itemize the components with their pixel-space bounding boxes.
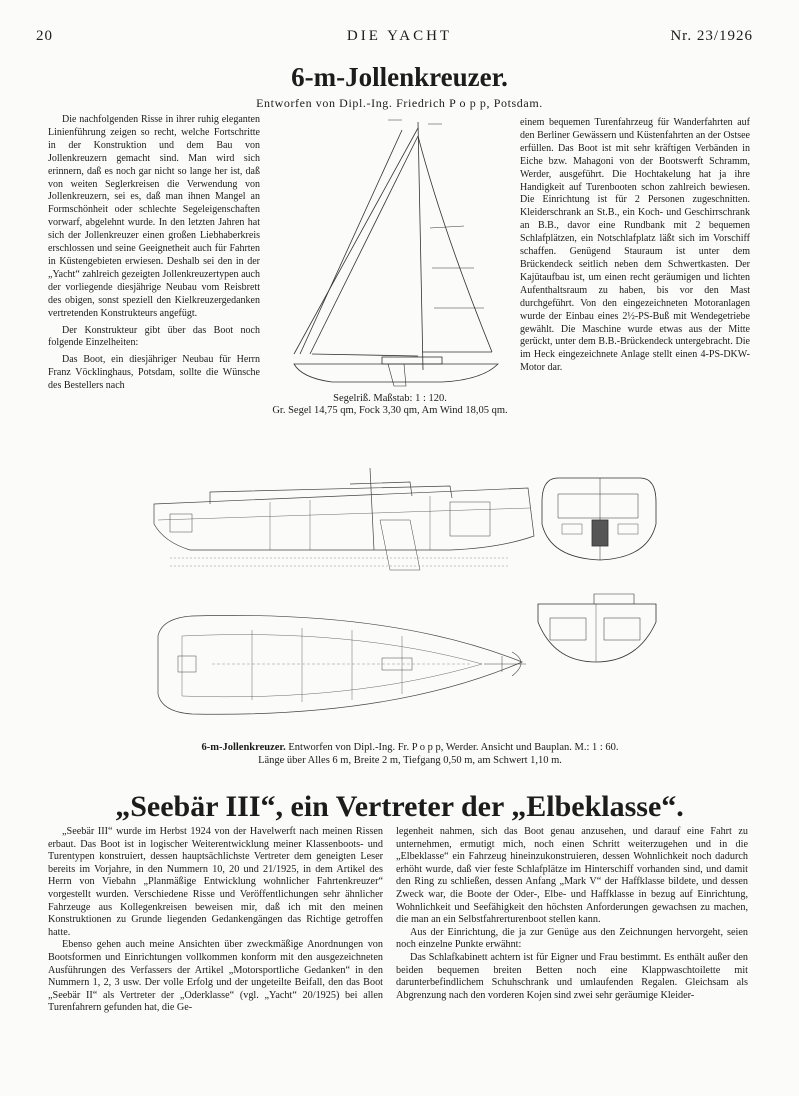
caption-designer: Entworfen von Dipl.-Ing. Fr. P o p p, Werder. Ansicht und Bauplan. M.: 1 : 60. [288, 742, 619, 753]
article2-title: „Seebär III“, ein Vertreter der „Elbeklasse“. [115, 790, 684, 823]
construction-plan-caption-line1 [110, 741, 710, 754]
deck-plan-drawing [152, 606, 536, 724]
paragraph: Ebenso gehen auch meine Ansichten über zweckmäßige Anordnungen von Bootsformen und Einrichtungen vollkommen konform mit den ausgezeichneten Ausführungen des Verfassers der Artikel „Motorsportliche Gedanken“ in den Nummern 1, 2, 3 usw. Der volle Erfolg und der ungeteilte Beifall, den das Boot „Seebär II“ als Vertreter der „Oderklasse“ (vgl. „Yacht“ 20/1925) bei allen Turenfahrern gefunden hat, die Ge- [48, 939, 383, 1014]
side-elevation-drawing [150, 462, 538, 574]
construction-plan-caption-line2: Länge über Alles 6 m, Breite 2 m, Tiefgang 0,50 m, am Schwert 1,10 m. [258, 755, 562, 766]
sail-plan-drawing [292, 118, 514, 390]
caption-boat-name: 6-m-Jollenkreuzer. [201, 742, 286, 753]
issue-number: Nr. 23/1926 [670, 28, 753, 44]
paragraph: einem bequemen Turenfahrzeug für Wanderfahrten auf den Berliner Gewässern und Küstenfahrten an der Ostsee erfüllen. Das Boot ist mit sehr kräftigen Verbänden in Eiche bzw. Mahagoni von der Bootswerft Schramm, Werder, ausgeführt. Die Hochtakelung hat ja ihre Handigkeit auf Turenbooten schon zahlreich bewiesen. Die Einrichtung ist für 2 Personen zugeschnitten. Kleiderschrank an St.B., ein Koch- und Geschirrschrank an B.B., davor eine Rundbank mit 2 bequemen Schlafplätzen, ein Notschlafplatz läßt sich im Vorschiff schaffen. Genügend Stauraum ist unter dem Brückendeck seitlich neben dem Schwertkasten. Der Kajütaufbau ist, um einen recht geräumigen und lichten Aufenthaltsraum zu haben, bis vor den Mast durchgeführt. Von den eingezeichneten Motoranlagen wurde der Einbau eines 2½-PS-Buß mit Wendegetriebe gewählt. Die Maschine wurde etwas aus der Mitte gerückt, unter dem B.B.-Brückendeck untergebracht. Die im Heck eingezeichnete Anlage stellt einen 4-PS-DKW-Motor dar. [520, 117, 750, 374]
paragraph: Aus der Einrichtung, die ja zur Genüge aus den Zeichnungen hervorgeht, seien noch einzelne Punkte erwähnt: [396, 926, 748, 951]
paragraph: Die nachfolgenden Risse in ihrer ruhig eleganten Linienführung zeigen so recht, welche Fortschritte in der Konstruktion und dem Bau von Jollenkreuzern gemacht sind. Man wird sich erinnern, daß es noch gar nicht so lange her ist, daß von weiten Seglerkreisen die Verwendung von Jollenkreuzern, sei es, daß man ihnen Mangel an Formschönheit oder schlechte Segeleigenschaften vorwarf, abgelehnt wurde. In den letzten Jahren hat sich der Jollenkreuzer einen großen Liebhaberkreis erschlossen und seine Geeignetheit auch für Fahrten in Küstengebieten erwiesen. Deshalb sei den in der „Yacht“ zahlreich gezeigten Jollenkreuzertypen auch der vorliegende diesjährige Neubau vom Reisbrett des obigen, sonst speziell den Kielkreuzergedanken vertretenden Konstrukteurs angefügt. [48, 114, 260, 319]
cross-section-drawing [538, 474, 660, 566]
text-column-bottom-right [396, 826, 748, 1002]
text-column-bottom-left [48, 826, 383, 1015]
sail-plan-caption [270, 393, 510, 418]
text-column-right [520, 117, 750, 379]
article-title: 6-m-Jollenkreuzer. [291, 62, 508, 92]
paragraph: legenheit nahmen, sich das Boot genau anzusehen, und darauf eine Fahrt zu unternehmen, ermutigt mich, noch einen Schritt weiterzugehen und in die „Elbeklasse“ ein Fahrzeug hineinzukonstruieren, dessen Wohnlichkeit noch dadurch erhöht wurde, daß vier feste Schlafplätze im Hinterschiff vorhanden sind, und damit den Ring zu schließen, dessen Anfang „Mark V“ der Haffklasse bildete, und dessen Zweck war, die Boote der Oder-, Elbe- und Haffklasse in bezug auf Einrichtung, Wohnlichkeit und Seefähigkeit den höchsten Anforderungen gewachsen zu machen, die man an ein Selbstfahrerturenboot stellen kann. [396, 826, 748, 926]
construction-plan-caption [110, 741, 710, 767]
sail-plan-areas: Gr. Segel 14,75 qm, Fock 3,30 qm, Am Wind 18,05 qm. [272, 405, 508, 417]
paragraph: Das Boot, ein diesjähriger Neubau für Herrn Franz Vöcklinghaus, Potsdam, sollte die Wünsche des Bestellers nach [48, 354, 260, 392]
paragraph: Das Schlafkabinett achtern ist für Eigner und Frau bestimmt. Es enthält außer den beiden bequemen breiten Betten noch eine Klappwaschtoilette mit darunterbefindlichem Schuhschrank und umlaufenden Regalen. Gleichsam als Abgrenzung nach den vorderen Kojen sind zwei sehr geräumige Kleider- [396, 951, 748, 1001]
sail-plan-scale: Segelriß. Maßstab: 1 : 120. [333, 393, 447, 404]
article-byline: Entworfen von Dipl.-Ing. Friedrich P o p p, Potsdam. [256, 96, 543, 110]
section-detail-drawing [534, 592, 660, 666]
page-number: 20 [36, 28, 53, 44]
magazine-title: DIE YACHT [346, 28, 453, 44]
paragraph: Der Konstrukteur gibt über das Boot noch folgende Einzelheiten: [48, 324, 260, 349]
paragraph: „Seebär III“ wurde im Herbst 1924 von der Havelwerft nach meinen Rissen erbaut. Das Boot ist in logischer Weiterentwicklung meiner Klassenboots- und Turentypen konstruiert, dessen hauptsächlichste Vertreter dem geneigten Leser bereits im Vorjahre, in den Nummern 10, 20 und 21/1925, in dem Artikel des Herrn von Viebahn „Planmäßige Entwicklung wohnlicher Fahrtenkreuzer“ vorgestellt wurden. Verschiedene Risse und Veröffentlichungen sehr ähnlicher Fahrzeuge aus Kollegenkreisen beweisen mir, daß ich mit den meinen Konstruktionen zu Grunde liegenden Gedankengängen das Richtige getroffen hatte. [48, 826, 383, 938]
text-column-left [48, 114, 260, 397]
